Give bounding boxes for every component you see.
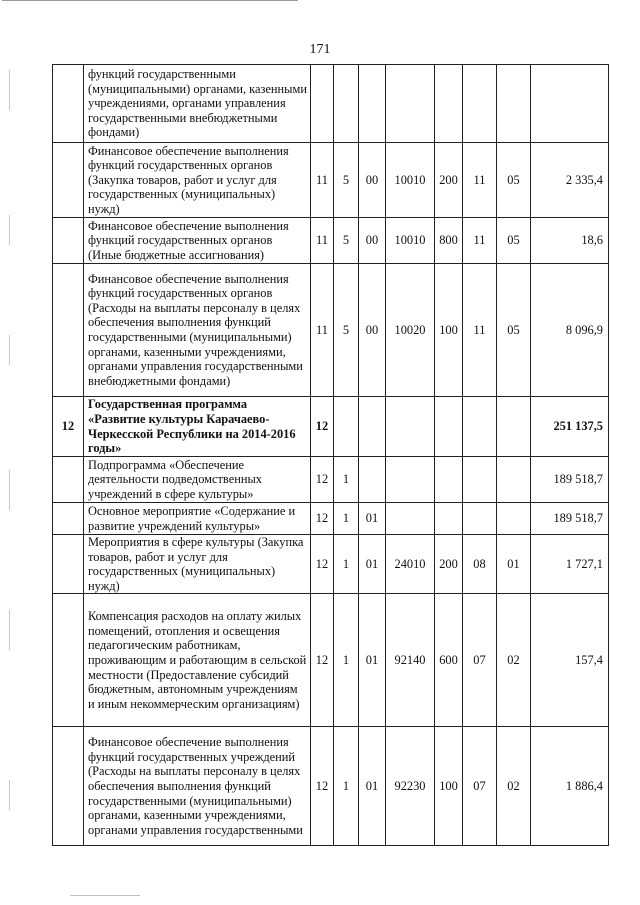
code-cell: 1	[334, 503, 359, 535]
code-cell: 92140	[386, 594, 435, 727]
code-cell: 01	[359, 503, 386, 535]
bottom-mark	[70, 895, 140, 896]
code-cell: 00	[359, 143, 386, 218]
table-row	[53, 727, 609, 846]
code-cell: 5	[334, 264, 359, 397]
row-number-cell	[53, 218, 84, 264]
sum-cell	[531, 65, 609, 143]
sum-cell: 1 727,1	[531, 535, 609, 594]
code-cell: 11	[463, 218, 497, 264]
code-cell: 12	[311, 397, 334, 457]
code-cell	[497, 65, 531, 143]
budget-table	[52, 64, 609, 846]
table-row	[53, 264, 609, 397]
item-name-cell: Подпрограмма «Обеспечение деятельности подведомственных учреждений в сфере культуры»	[84, 457, 311, 503]
code-cell	[435, 397, 463, 457]
sum-cell: 189 518,7	[531, 457, 609, 503]
code-cell	[311, 65, 334, 143]
sum-cell: 189 518,7	[531, 503, 609, 535]
code-cell: 01	[359, 594, 386, 727]
code-cell: 5	[334, 218, 359, 264]
page-number: 171	[309, 42, 331, 57]
sum-cell: 2 335,4	[531, 143, 609, 218]
item-name-cell: Финансовое обеспечение выполнения функций государственных органов (Закупка товаров, работ и услуг для государственных (муниципальных) нужд)	[84, 143, 311, 218]
code-cell: 92230	[386, 727, 435, 846]
sum-cell: 251 137,5	[531, 397, 609, 457]
item-name-cell: Финансовое обеспечение выполнения функций государственных учреждений (Расходы на выплаты персоналу в целях обеспечения выполнения функций государственными (муниципальными) органами, казенными учреждениями, органами управления государственными	[84, 727, 311, 846]
code-cell	[359, 65, 386, 143]
row-number-cell	[53, 535, 84, 594]
code-cell: 05	[497, 143, 531, 218]
code-cell	[463, 65, 497, 143]
table-row	[53, 535, 609, 594]
code-cell: 07	[463, 727, 497, 846]
code-cell: 11	[463, 143, 497, 218]
margin-mark	[9, 70, 10, 110]
code-cell: 12	[311, 535, 334, 594]
table-row	[53, 397, 609, 457]
item-name-cell: Основное мероприятие «Содержание и развитие учреждений культуры»	[84, 503, 311, 535]
sum-cell: 18,6	[531, 218, 609, 264]
item-name-cell: функций государственными (муниципальными) органами, казенными учреждениями, органами управления государственными внебюджетными фондами)	[84, 65, 311, 143]
table-row	[53, 457, 609, 503]
code-cell: 05	[497, 264, 531, 397]
item-name-cell: Мероприятия в сфере культуры (Закупка товаров, работ и услуг для государственных (муниципальных) нужд)	[84, 535, 311, 594]
code-cell: 10020	[386, 264, 435, 397]
code-cell	[359, 457, 386, 503]
code-cell: 10010	[386, 218, 435, 264]
item-name-cell: Компенсация расходов на оплату жилых помещений, отопления и освещения педагогическим работникам, проживающим и работающим в сельской местности (Предоставление субсидий бюджетным, автономным учреждениям и иным некоммерческим организациям)	[84, 594, 311, 727]
code-cell: 01	[359, 535, 386, 594]
code-cell: 5	[334, 143, 359, 218]
code-cell: 02	[497, 727, 531, 846]
code-cell	[386, 397, 435, 457]
row-number-cell	[53, 65, 84, 143]
code-cell	[435, 503, 463, 535]
item-name-cell: Финансовое обеспечение выполнения функций государственных органов (Иные бюджетные ассигнования)	[84, 218, 311, 264]
margin-mark	[9, 215, 10, 245]
code-cell	[463, 457, 497, 503]
margin-mark	[9, 335, 10, 365]
code-cell	[435, 457, 463, 503]
code-cell: 1	[334, 535, 359, 594]
row-number-cell	[53, 143, 84, 218]
code-cell	[334, 397, 359, 457]
code-cell: 11	[311, 264, 334, 397]
code-cell: 12	[311, 594, 334, 727]
code-cell	[359, 397, 386, 457]
sum-cell: 1 886,4	[531, 727, 609, 846]
code-cell	[386, 503, 435, 535]
code-cell	[386, 65, 435, 143]
code-cell: 08	[463, 535, 497, 594]
code-cell: 1	[334, 594, 359, 727]
item-name-cell: Государственная программа «Развитие культуры Карачаево-Черкесской Республики на 2014-2016 годы»	[84, 397, 311, 457]
code-cell	[497, 397, 531, 457]
code-cell: 600	[435, 594, 463, 727]
code-cell: 12	[311, 727, 334, 846]
code-cell: 100	[435, 264, 463, 397]
code-cell: 200	[435, 143, 463, 218]
margin-mark	[9, 780, 10, 810]
code-cell: 1	[334, 457, 359, 503]
code-cell: 01	[359, 727, 386, 846]
code-cell: 800	[435, 218, 463, 264]
code-cell: 10010	[386, 143, 435, 218]
table-row	[53, 143, 609, 218]
code-cell: 11	[311, 143, 334, 218]
code-cell	[386, 457, 435, 503]
table-row	[53, 594, 609, 727]
item-name-cell: Финансовое обеспечение выполнения функций государственных органов (Расходы на выплаты персоналу в целях обеспечения выполнения функций государственными (муниципальными) органами, казенными учреждениями, органами управления государственными внебюджетными фондами)	[84, 264, 311, 397]
row-number-cell	[53, 503, 84, 535]
code-cell: 05	[497, 218, 531, 264]
table-row	[53, 218, 609, 264]
row-number-cell: 12	[53, 397, 84, 457]
code-cell: 02	[497, 594, 531, 727]
code-cell: 200	[435, 535, 463, 594]
row-number-cell	[53, 727, 84, 846]
code-cell: 07	[463, 594, 497, 727]
code-cell: 100	[435, 727, 463, 846]
code-cell: 24010	[386, 535, 435, 594]
code-cell: 01	[497, 535, 531, 594]
code-cell: 1	[334, 727, 359, 846]
table-row	[53, 503, 609, 535]
code-cell	[334, 65, 359, 143]
sum-cell: 157,4	[531, 594, 609, 727]
row-number-cell	[53, 457, 84, 503]
code-cell: 11	[463, 264, 497, 397]
row-number-cell	[53, 264, 84, 397]
sum-cell: 8 096,9	[531, 264, 609, 397]
code-cell	[463, 397, 497, 457]
code-cell: 11	[311, 218, 334, 264]
top-rule	[2, 0, 298, 1]
code-cell	[435, 65, 463, 143]
code-cell: 00	[359, 218, 386, 264]
code-cell	[463, 503, 497, 535]
code-cell: 12	[311, 457, 334, 503]
code-cell: 12	[311, 503, 334, 535]
table-row	[53, 65, 609, 143]
code-cell: 00	[359, 264, 386, 397]
margin-mark	[9, 610, 10, 650]
code-cell	[497, 503, 531, 535]
margin-mark	[9, 470, 10, 510]
code-cell	[497, 457, 531, 503]
row-number-cell	[53, 594, 84, 727]
